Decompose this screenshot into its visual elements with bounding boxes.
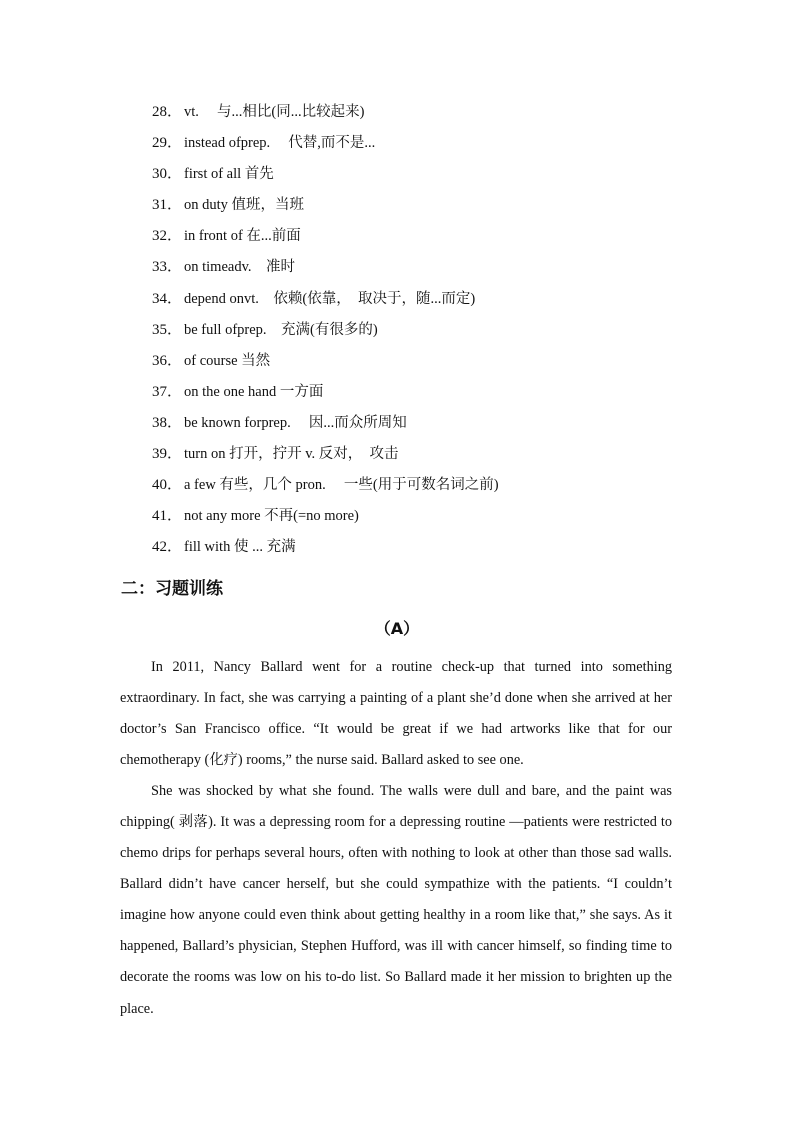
vocab-text: turn on 打开，拧开 v. 反对， 攻击	[184, 446, 399, 463]
vocab-text: on timeadv. 准时	[184, 259, 296, 276]
vocab-item	[152, 505, 499, 536]
vocab-text: fill with 使 ... 充满	[184, 539, 296, 556]
vocab-item	[152, 101, 499, 132]
vocab-text: be full ofprep. 充满(有很多的)	[184, 321, 378, 338]
vocab-number: 32．	[152, 228, 183, 245]
vocab-text: of course 当然	[184, 352, 271, 369]
vocab-number: 40．	[152, 477, 183, 494]
vocab-text: on the one hand 一方面	[184, 383, 324, 400]
section-heading: 二：习题训练	[121, 579, 223, 599]
vocabulary-list	[152, 101, 499, 567]
vocab-item	[152, 536, 499, 567]
vocab-number: 34．	[152, 290, 183, 307]
vocab-number: 31．	[152, 197, 183, 214]
vocab-text: not any more 不再(=no more)	[184, 508, 359, 525]
vocab-item	[152, 412, 499, 443]
vocab-item	[152, 350, 499, 381]
vocab-item	[152, 443, 499, 474]
vocab-number: 37．	[152, 383, 183, 400]
vocab-number: 38．	[152, 414, 183, 431]
reading-passage	[120, 652, 672, 1025]
vocab-item	[152, 194, 499, 225]
vocab-number: 28．	[152, 104, 183, 120]
passage-paragraph: In 2011, Nancy Ballard went for a routine check-up that turned into something extraordinary. In fact, she was carrying a painting of a plant she’d done when she arrived at her doctor’s San Francisco office. “It would be great if we had artworks like that for our chemotherapy (化疗) rooms,” the nurse said. Ballard asked to see one.	[120, 659, 672, 769]
vocab-number: 36．	[152, 352, 183, 369]
vocab-text: depend onvt. 依赖(依靠， 取决于，随...而定)	[184, 290, 476, 307]
vocab-text: in front of 在...前面	[184, 228, 301, 245]
vocab-text: be known forprep. 因...而众所周知	[184, 414, 407, 431]
vocab-number: 29．	[152, 135, 183, 152]
vocab-item	[152, 381, 499, 412]
vocab-item	[152, 256, 499, 287]
passage-paragraph: She was shocked by what she found. The walls were dull and bare, and the paint was chipping( 剥落). It was a depressing room for a depressing routine —patients were restricted to chemo drips for perhaps several hours, often with nothing to look at other than those sad walls. Ballard didn’t have cancer herself, but she could sympathize with the patients. “I couldn’t imagine how anyone could even think about getting healthy in a room like that,” she says. As it happened, Ballard’s physician, Stephen Hufford, was ill with cancer himself, so finding time to decorate the rooms was low on his to-do list. So Ballard made it her mission to brighten up the place.	[120, 783, 672, 1017]
vocab-text: first of all 首先	[184, 166, 274, 183]
vocab-item	[152, 225, 499, 256]
vocab-number: 35．	[152, 321, 183, 338]
vocab-item	[152, 163, 499, 194]
vocab-item	[152, 132, 499, 163]
vocab-text: on duty 值班，当班	[184, 197, 305, 214]
vocab-number: 33．	[152, 259, 183, 276]
passage-label: （A）	[374, 619, 420, 638]
vocab-item	[152, 319, 499, 350]
vocab-number: 42．	[152, 539, 183, 556]
vocab-number: 30．	[152, 166, 183, 183]
vocab-item	[152, 288, 499, 319]
vocab-item	[152, 474, 499, 505]
vocab-text: instead ofprep. 代替,而不是...	[184, 135, 376, 152]
vocab-number: 41．	[152, 508, 183, 525]
vocab-text: a few 有些，几个 pron. 一些(用于可数名词之前)	[184, 477, 499, 494]
vocab-number: 39．	[152, 446, 183, 463]
vocab-text: vt. 与...相比(同...比较起来)	[184, 104, 365, 120]
